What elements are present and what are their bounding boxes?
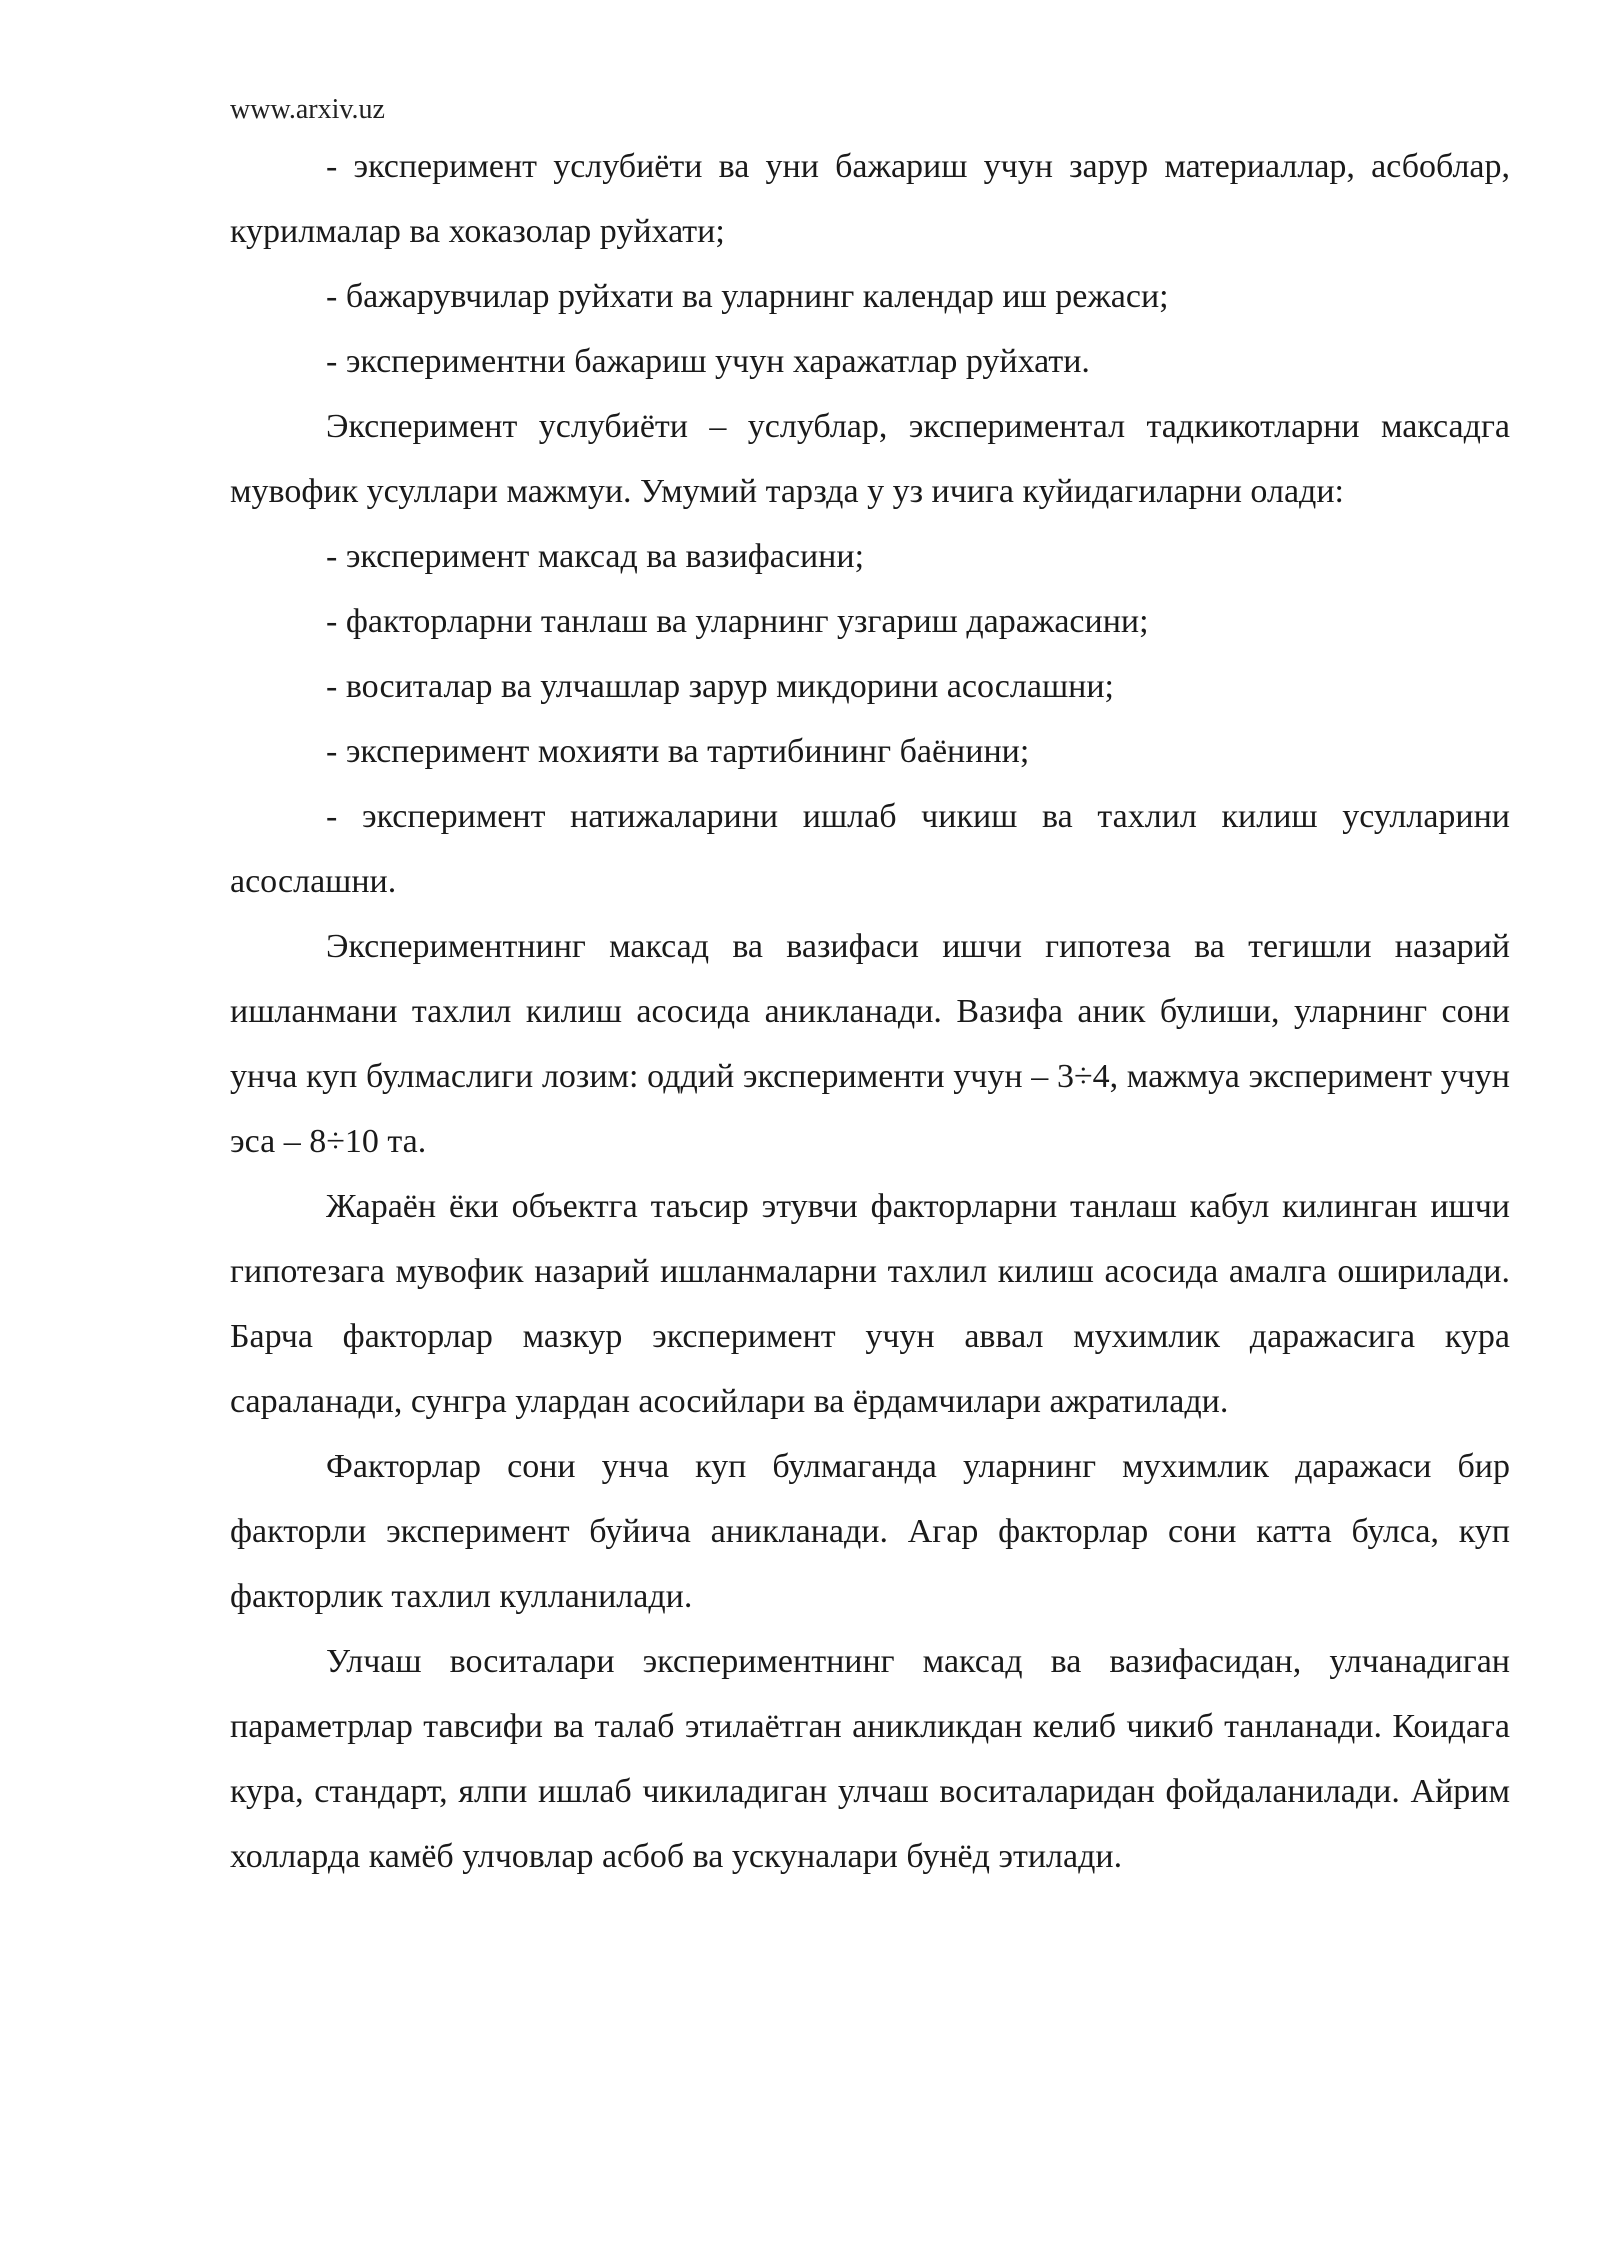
paragraph-12: Факторлар сони унча куп булмаганда уларнинг мухимлик даражаси бир факторли эксперимент буйича аникланади. Агар факторлар сони катта булса, куп факторлик тахлил кулланилади. (230, 1448, 1510, 1615)
paragraph-10: Экспериментнинг максад ва вазифаси ишчи гипотеза ва тегишли назарий ишланмани тахлил килиш асосида аникланади. Вазифа аник булиши, уларнинг сони унча куп булмаслиги лозим: оддий эксперименти учун – 3÷4, мажмуа эксперимент учун эса – 8÷10 та. (230, 928, 1510, 1160)
paragraph-11: Жараён ёки объектга таъсир этувчи факторларни танлаш кабул килинган ишчи гипотезага мувофик назарий ишланмаларни тахлил килиш асосида амалга оширилади. Барча факторлар мазкур эксперимент учун аввал мухимлик даражасига кура сараланади, сунгра улардан асосийлари ва ёрдамчилари ажратилади. (230, 1188, 1510, 1420)
paragraph-6: - факторларни танлаш ва уларнинг узгариш даражасини; (326, 603, 1149, 640)
paragraph-8: - эксперимент мохияти ва тартибининг баёнини; (326, 733, 1030, 770)
paragraph-4: Эксперимент услубиёти – услублар, экспериментал тадкикотларни максадга мувофик усуллари мажмуи. Умумий тарзда у уз ичига куйидагиларни олади: (230, 408, 1510, 510)
paragraph-1: - эксперимент услубиёти ва уни бажариш учун зарур материаллар, асбоблар, курилмалар ва хоказолар руйхати; (230, 148, 1510, 250)
paragraph-2: - бажарувчилар руйхати ва уларнинг календар иш режаси; (326, 278, 1169, 315)
paragraph-9: - эксперимент натижаларини ишлаб чикиш ва тахлил килиш усулларини асослашни. (230, 798, 1510, 900)
paragraph-5: - эксперимент максад ва вазифасини; (326, 538, 865, 575)
paragraph-7: - воситалар ва улчашлар зарур микдорини асослашни; (326, 668, 1114, 705)
document-page (230, 90, 1510, 1889)
paragraph-3: - экспериментни бажариш учун харажатлар руйхати. (326, 343, 1090, 380)
site-header: www.arxiv.uz (230, 94, 385, 125)
paragraph-13: Улчаш воситалари экспериментнинг максад ва вазифасидан, улчанадиган параметрлар тавсифи ва талаб этилаётган аникликдан келиб чикиб танланади. Коидага кура, стандарт, ялпи ишлаб чикиладиган улчаш воситаларидан фойдаланилади. Айрим холларда камёб улчовлар асбоб ва ускуналари бунёд этилади. (230, 1643, 1510, 1875)
